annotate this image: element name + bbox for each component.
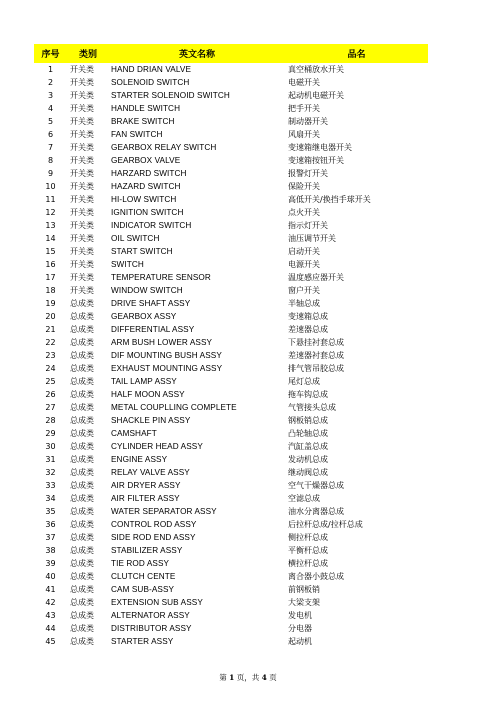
row-chinese-name: 油水分离器总成 xyxy=(288,507,344,516)
header-row xyxy=(34,44,428,63)
row-category: 总成类 xyxy=(70,429,94,438)
table-row xyxy=(34,76,428,89)
row-chinese-name: 半轴总成 xyxy=(288,299,320,308)
row-chinese-name: 横拉杆总成 xyxy=(288,559,328,568)
row-chinese-name: 变速箱总成 xyxy=(288,312,328,321)
row-chinese-name: 真空桶放水开关 xyxy=(288,65,344,74)
table-row xyxy=(34,297,428,310)
row-chinese-name: 拖车钩总成 xyxy=(288,390,328,399)
row-english-name: GEARBOX ASSY xyxy=(111,312,177,321)
row-number: 28 xyxy=(45,416,56,425)
row-number: 38 xyxy=(45,546,56,555)
row-number: 29 xyxy=(45,429,56,438)
row-chinese-name: 分电器 xyxy=(288,624,312,633)
parts-sheet xyxy=(34,44,428,648)
row-category: 开关类 xyxy=(70,104,94,113)
row-number: 37 xyxy=(45,533,56,542)
row-number: 20 xyxy=(45,312,56,321)
table-row xyxy=(34,440,428,453)
row-category: 总成类 xyxy=(70,325,94,334)
row-chinese-name: 起动机 xyxy=(288,637,312,646)
row-category: 开关类 xyxy=(70,78,94,87)
table-row xyxy=(34,492,428,505)
row-number: 35 xyxy=(45,507,56,516)
row-category: 总成类 xyxy=(70,494,94,503)
row-category: 总成类 xyxy=(70,468,94,477)
row-english-name: IGNITION SWITCH xyxy=(111,208,184,217)
row-number: 41 xyxy=(45,585,56,594)
row-category: 开关类 xyxy=(70,117,94,126)
row-category: 总成类 xyxy=(70,611,94,620)
row-english-name: DIF MOUNTING BUSH ASSY xyxy=(111,351,222,360)
table-row xyxy=(34,115,428,128)
table-row xyxy=(34,453,428,466)
row-english-name: CYLINDER HEAD ASSY xyxy=(111,442,203,451)
row-chinese-name: 下悬挂衬套总成 xyxy=(288,338,344,347)
table-row xyxy=(34,375,428,388)
footer-prefix: 第 xyxy=(219,673,227,682)
row-english-name: EXTENSION SUB ASSY xyxy=(111,598,203,607)
row-chinese-name: 保险开关 xyxy=(288,182,320,191)
row-category: 总成类 xyxy=(70,637,94,646)
row-english-name: TAIL LAMP ASSY xyxy=(111,377,177,386)
header-no: 序号 xyxy=(41,50,60,60)
row-category: 总成类 xyxy=(70,533,94,542)
row-number: 13 xyxy=(45,221,56,230)
footer-page-total: 4 xyxy=(261,673,267,682)
row-number: 12 xyxy=(45,208,56,217)
table-row xyxy=(34,414,428,427)
row-category: 开关类 xyxy=(70,234,94,243)
row-english-name: HANDLE SWITCH xyxy=(111,104,181,113)
row-chinese-name: 高低开关/换挡手球开关 xyxy=(288,195,371,204)
row-chinese-name: 把手开关 xyxy=(288,104,320,113)
row-english-name: OIL SWITCH xyxy=(111,234,160,243)
row-chinese-name: 侧拉杆总成 xyxy=(288,533,328,542)
row-chinese-name: 气管接头总成 xyxy=(288,403,336,412)
row-number: 24 xyxy=(45,364,56,373)
page-footer xyxy=(0,672,496,683)
row-category: 开关类 xyxy=(70,195,94,204)
row-category: 总成类 xyxy=(70,559,94,568)
footer-suffix: 页 xyxy=(269,673,277,682)
table-row xyxy=(34,505,428,518)
row-category: 开关类 xyxy=(70,247,94,256)
table-row xyxy=(34,271,428,284)
row-chinese-name: 起动机电磁开关 xyxy=(288,91,344,100)
table-row xyxy=(34,635,428,648)
table-row xyxy=(34,349,428,362)
row-chinese-name: 平衡杆总成 xyxy=(288,546,328,555)
table-row xyxy=(34,180,428,193)
row-chinese-name: 报警灯开关 xyxy=(288,169,328,178)
row-number: 17 xyxy=(45,273,56,282)
row-chinese-name: 钢板销总成 xyxy=(288,416,328,425)
row-number: 14 xyxy=(45,234,56,243)
row-chinese-name: 排气管吊胶总成 xyxy=(288,364,344,373)
row-chinese-name: 差速器衬套总成 xyxy=(288,351,344,360)
row-english-name: SIDE ROD END ASSY xyxy=(111,533,196,542)
row-number: 16 xyxy=(45,260,56,269)
row-chinese-name: 前钢板销 xyxy=(288,585,320,594)
row-category: 开关类 xyxy=(70,65,94,74)
table-row xyxy=(34,219,428,232)
row-number: 11 xyxy=(45,195,56,204)
table-row xyxy=(34,518,428,531)
row-category: 总成类 xyxy=(70,416,94,425)
table-row xyxy=(34,284,428,297)
row-english-name: GEARBOX VALVE xyxy=(111,156,181,165)
row-number: 27 xyxy=(45,403,56,412)
table-row xyxy=(34,258,428,271)
row-chinese-name: 启动开关 xyxy=(288,247,320,256)
row-number: 1 xyxy=(47,65,54,74)
row-category: 总成类 xyxy=(70,585,94,594)
row-english-name: CLUTCH CENTE xyxy=(111,572,176,581)
row-number: 5 xyxy=(47,117,54,126)
row-number: 15 xyxy=(45,247,56,256)
row-number: 21 xyxy=(45,325,56,334)
row-number: 3 xyxy=(47,91,54,100)
row-chinese-name: 尾灯总成 xyxy=(288,377,320,386)
row-chinese-name: 变速箱按钮开关 xyxy=(288,156,344,165)
table-row xyxy=(34,479,428,492)
header-chinese-name: 品名 xyxy=(347,50,366,60)
table-row xyxy=(34,232,428,245)
table-row xyxy=(34,206,428,219)
row-english-name: METAL COUPLLING COMPLETE xyxy=(111,403,237,412)
table-row xyxy=(34,401,428,414)
table-row xyxy=(34,362,428,375)
table-row xyxy=(34,63,428,76)
row-category: 开关类 xyxy=(70,91,94,100)
row-number: 6 xyxy=(47,130,54,139)
row-english-name: RELAY VALVE ASSY xyxy=(111,468,190,477)
parts-table xyxy=(34,44,428,648)
row-english-name: SOLENOID SWITCH xyxy=(111,78,190,87)
row-english-name: HALF MOON ASSY xyxy=(111,390,185,399)
table-row xyxy=(34,609,428,622)
row-english-name: ARM BUSH LOWER ASSY xyxy=(111,338,213,347)
row-english-name: STABILIZER ASSY xyxy=(111,546,183,555)
row-number: 18 xyxy=(45,286,56,295)
row-english-name: SWITCH xyxy=(111,260,144,269)
row-english-name: WINDOW SWITCH xyxy=(111,286,183,295)
row-category: 总成类 xyxy=(70,351,94,360)
row-english-name: TEMPERATURE SENSOR xyxy=(111,273,211,282)
row-chinese-name: 空滤总成 xyxy=(288,494,320,503)
row-english-name: HARZARD SWITCH xyxy=(111,169,187,178)
row-number: 25 xyxy=(45,377,56,386)
row-english-name: FAN SWITCH xyxy=(111,130,163,139)
row-chinese-name: 油压调节开关 xyxy=(288,234,336,243)
table-row xyxy=(34,622,428,635)
footer-page-number: 1 xyxy=(229,673,235,682)
row-english-name: CONTROL ROD ASSY xyxy=(111,520,197,529)
row-number: 36 xyxy=(45,520,56,529)
header-english-name: 英文名称 xyxy=(178,50,215,60)
row-category: 总成类 xyxy=(70,403,94,412)
table-row xyxy=(34,531,428,544)
row-english-name: AIR DRYER ASSY xyxy=(111,481,181,490)
row-chinese-name: 继动阀总成 xyxy=(288,468,328,477)
row-english-name: HAZARD SWITCH xyxy=(111,182,181,191)
row-chinese-name: 凸轮轴总成 xyxy=(288,429,328,438)
row-number: 4 xyxy=(47,104,54,113)
row-chinese-name: 窗户开关 xyxy=(288,286,320,295)
table-row xyxy=(34,310,428,323)
table-row xyxy=(34,154,428,167)
row-category: 总成类 xyxy=(70,520,94,529)
row-chinese-name: 变速箱继电器开关 xyxy=(288,143,352,152)
row-number: 33 xyxy=(45,481,56,490)
row-category: 总成类 xyxy=(70,455,94,464)
row-chinese-name: 后拉杆总成/拉杆总成 xyxy=(288,520,363,529)
row-number: 42 xyxy=(45,598,56,607)
row-category: 开关类 xyxy=(70,182,94,191)
row-category: 总成类 xyxy=(70,572,94,581)
table-body xyxy=(34,63,428,648)
row-category: 总成类 xyxy=(70,338,94,347)
row-number: 10 xyxy=(45,182,56,191)
row-category: 总成类 xyxy=(70,364,94,373)
row-chinese-name: 发电机 xyxy=(288,611,312,620)
row-category: 总成类 xyxy=(70,442,94,451)
row-english-name: INDICATOR SWITCH xyxy=(111,221,192,230)
footer-middle: 页，共 xyxy=(236,673,260,682)
table-row xyxy=(34,427,428,440)
row-chinese-name: 空气干燥器总成 xyxy=(288,481,344,490)
row-number: 39 xyxy=(45,559,56,568)
row-english-name: HI-LOW SWITCH xyxy=(111,195,177,204)
table-row xyxy=(34,89,428,102)
row-chinese-name: 温度感应器开关 xyxy=(288,273,344,282)
row-number: 30 xyxy=(45,442,56,451)
row-category: 总成类 xyxy=(70,299,94,308)
row-chinese-name: 发动机总成 xyxy=(288,455,328,464)
row-english-name: STARTER SOLENOID SWITCH xyxy=(111,91,230,100)
row-category: 开关类 xyxy=(70,286,94,295)
row-chinese-name: 指示灯开关 xyxy=(288,221,328,230)
row-english-name: ENGINE ASSY xyxy=(111,455,168,464)
table-row xyxy=(34,141,428,154)
row-number: 40 xyxy=(45,572,56,581)
row-number: 26 xyxy=(45,390,56,399)
row-category: 开关类 xyxy=(70,273,94,282)
row-number: 23 xyxy=(45,351,56,360)
header-category: 类别 xyxy=(78,50,97,60)
table-row xyxy=(34,596,428,609)
row-category: 总成类 xyxy=(70,481,94,490)
row-chinese-name: 点火开关 xyxy=(288,208,320,217)
table-row xyxy=(34,570,428,583)
row-category: 总成类 xyxy=(70,507,94,516)
row-category: 总成类 xyxy=(70,546,94,555)
row-category: 总成类 xyxy=(70,390,94,399)
row-english-name: DRIVE SHAFT ASSY xyxy=(111,299,191,308)
table-row xyxy=(34,557,428,570)
row-category: 开关类 xyxy=(70,143,94,152)
table-row xyxy=(34,466,428,479)
table-row xyxy=(34,323,428,336)
row-english-name: SHACKLE PIN ASSY xyxy=(111,416,191,425)
table-row xyxy=(34,102,428,115)
row-number: 44 xyxy=(45,624,56,633)
row-english-name: DIFFERENTIAL ASSY xyxy=(111,325,195,334)
row-english-name: EXHAUST MOUNTING ASSY xyxy=(111,364,223,373)
row-category: 开关类 xyxy=(70,156,94,165)
row-number: 45 xyxy=(45,637,56,646)
row-number: 8 xyxy=(47,156,54,165)
row-number: 22 xyxy=(45,338,56,347)
row-number: 31 xyxy=(45,455,56,464)
row-category: 开关类 xyxy=(70,208,94,217)
row-category: 开关类 xyxy=(70,260,94,269)
row-number: 34 xyxy=(45,494,56,503)
table-row xyxy=(34,245,428,258)
row-chinese-name: 离合器小鼓总成 xyxy=(288,572,344,581)
row-english-name: ALTERNATOR ASSY xyxy=(111,611,190,620)
row-english-name: DISTRIBUTOR ASSY xyxy=(111,624,192,633)
row-english-name: TIE ROD ASSY xyxy=(111,559,170,568)
row-english-name: AIR FILTER ASSY xyxy=(111,494,180,503)
row-chinese-name: 电源开关 xyxy=(288,260,320,269)
row-chinese-name: 制动器开关 xyxy=(288,117,328,126)
row-category: 总成类 xyxy=(70,377,94,386)
row-english-name: START SWITCH xyxy=(111,247,173,256)
table-row xyxy=(34,544,428,557)
row-number: 43 xyxy=(45,611,56,620)
row-number: 2 xyxy=(47,78,54,87)
row-category: 总成类 xyxy=(70,312,94,321)
table-row xyxy=(34,167,428,180)
row-category: 总成类 xyxy=(70,624,94,633)
row-category: 开关类 xyxy=(70,169,94,178)
table-row xyxy=(34,583,428,596)
row-chinese-name: 风扇开关 xyxy=(288,130,320,139)
row-number: 7 xyxy=(47,143,54,152)
row-english-name: GEARBOX RELAY SWITCH xyxy=(111,143,217,152)
table-row xyxy=(34,128,428,141)
row-english-name: CAMSHAFT xyxy=(111,429,157,438)
row-chinese-name: 差速器总成 xyxy=(288,325,328,334)
row-english-name: CAM SUB-ASSY xyxy=(111,585,175,594)
row-chinese-name: 电磁开关 xyxy=(288,78,320,87)
row-number: 9 xyxy=(47,169,54,178)
table-row xyxy=(34,336,428,349)
row-number: 19 xyxy=(45,299,56,308)
row-english-name: BRAKE SWITCH xyxy=(111,117,175,126)
row-chinese-name: 大梁支架 xyxy=(288,598,320,607)
row-english-name: HAND DRIAN VALVE xyxy=(111,65,192,74)
row-category: 开关类 xyxy=(70,221,94,230)
row-english-name: STARTER ASSY xyxy=(111,637,174,646)
row-category: 总成类 xyxy=(70,598,94,607)
row-number: 32 xyxy=(45,468,56,477)
row-category: 开关类 xyxy=(70,130,94,139)
table-row xyxy=(34,388,428,401)
row-english-name: WATER SEPARATOR ASSY xyxy=(111,507,217,516)
table-row xyxy=(34,193,428,206)
row-chinese-name: 汽缸盖总成 xyxy=(288,442,328,451)
